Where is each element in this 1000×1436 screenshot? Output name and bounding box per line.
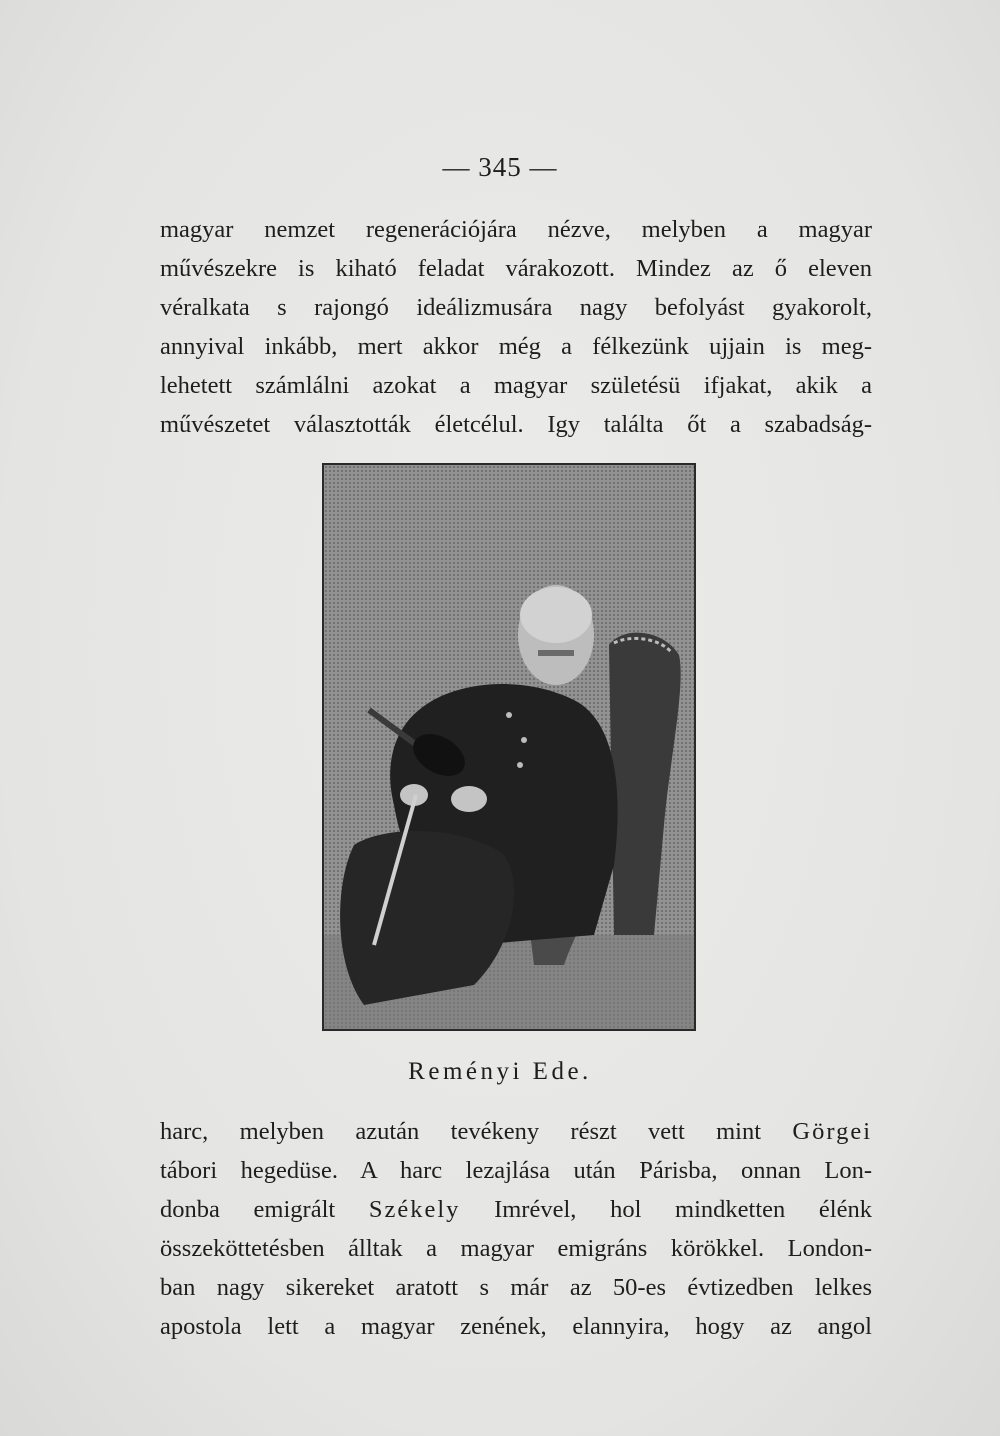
name-spaced: Görgei <box>792 1118 872 1145</box>
text-run: harc, melyben azután tevékeny részt vett mint <box>160 1118 793 1145</box>
text-line <box>160 1112 872 1151</box>
portrait-photo <box>322 463 696 1031</box>
text-line <box>160 1190 872 1229</box>
text-line <box>160 1229 872 1268</box>
text-run: ban nagy sikereket aratott s már az 50-es évtizedben lelkes <box>160 1274 872 1301</box>
text-line: lehetett számlálni azokat a magyar születésü ifjakat, akik a <box>160 372 872 399</box>
bottom-paragraph <box>160 1112 872 1346</box>
text-line: véralkata s rajongó ideálizmusára nagy befolyást gyakorolt, <box>160 294 872 321</box>
top-paragraph <box>160 210 872 444</box>
page-number: — 345 — <box>442 152 558 182</box>
text-run: apostola lett a magyar zenének, elannyira, hogy az angol <box>160 1313 872 1340</box>
text-run: donba emigrált <box>160 1196 369 1223</box>
name-spaced: Székely <box>368 1196 461 1223</box>
text-line <box>160 1268 872 1307</box>
text-line: művészekre is kiható feladat várakozott. Mindez az ő eleven <box>160 255 872 282</box>
figure-caption: Reményi Ede. <box>408 1058 592 1085</box>
text-line: annyival inkább, mert akkor még a félkezünk ujjain is meg- <box>160 333 872 360</box>
text-run: tábori hegedüse. A harc lezajlása után Párisba, onnan Lon- <box>160 1157 872 1184</box>
text-line: magyar nemzet regenerációjára nézve, melyben a magyar <box>160 216 872 243</box>
text-line <box>160 1151 872 1190</box>
text-run: Imrével, hol mindketten élénk <box>460 1196 872 1223</box>
portrait-illustration <box>324 465 694 1029</box>
text-line <box>160 1307 872 1346</box>
text-run: összeköttetésben álltak a magyar emigráns körökkel. London- <box>160 1235 872 1262</box>
text-line: művészetet választották életcélul. Igy találta őt a szabadság- <box>160 411 872 438</box>
